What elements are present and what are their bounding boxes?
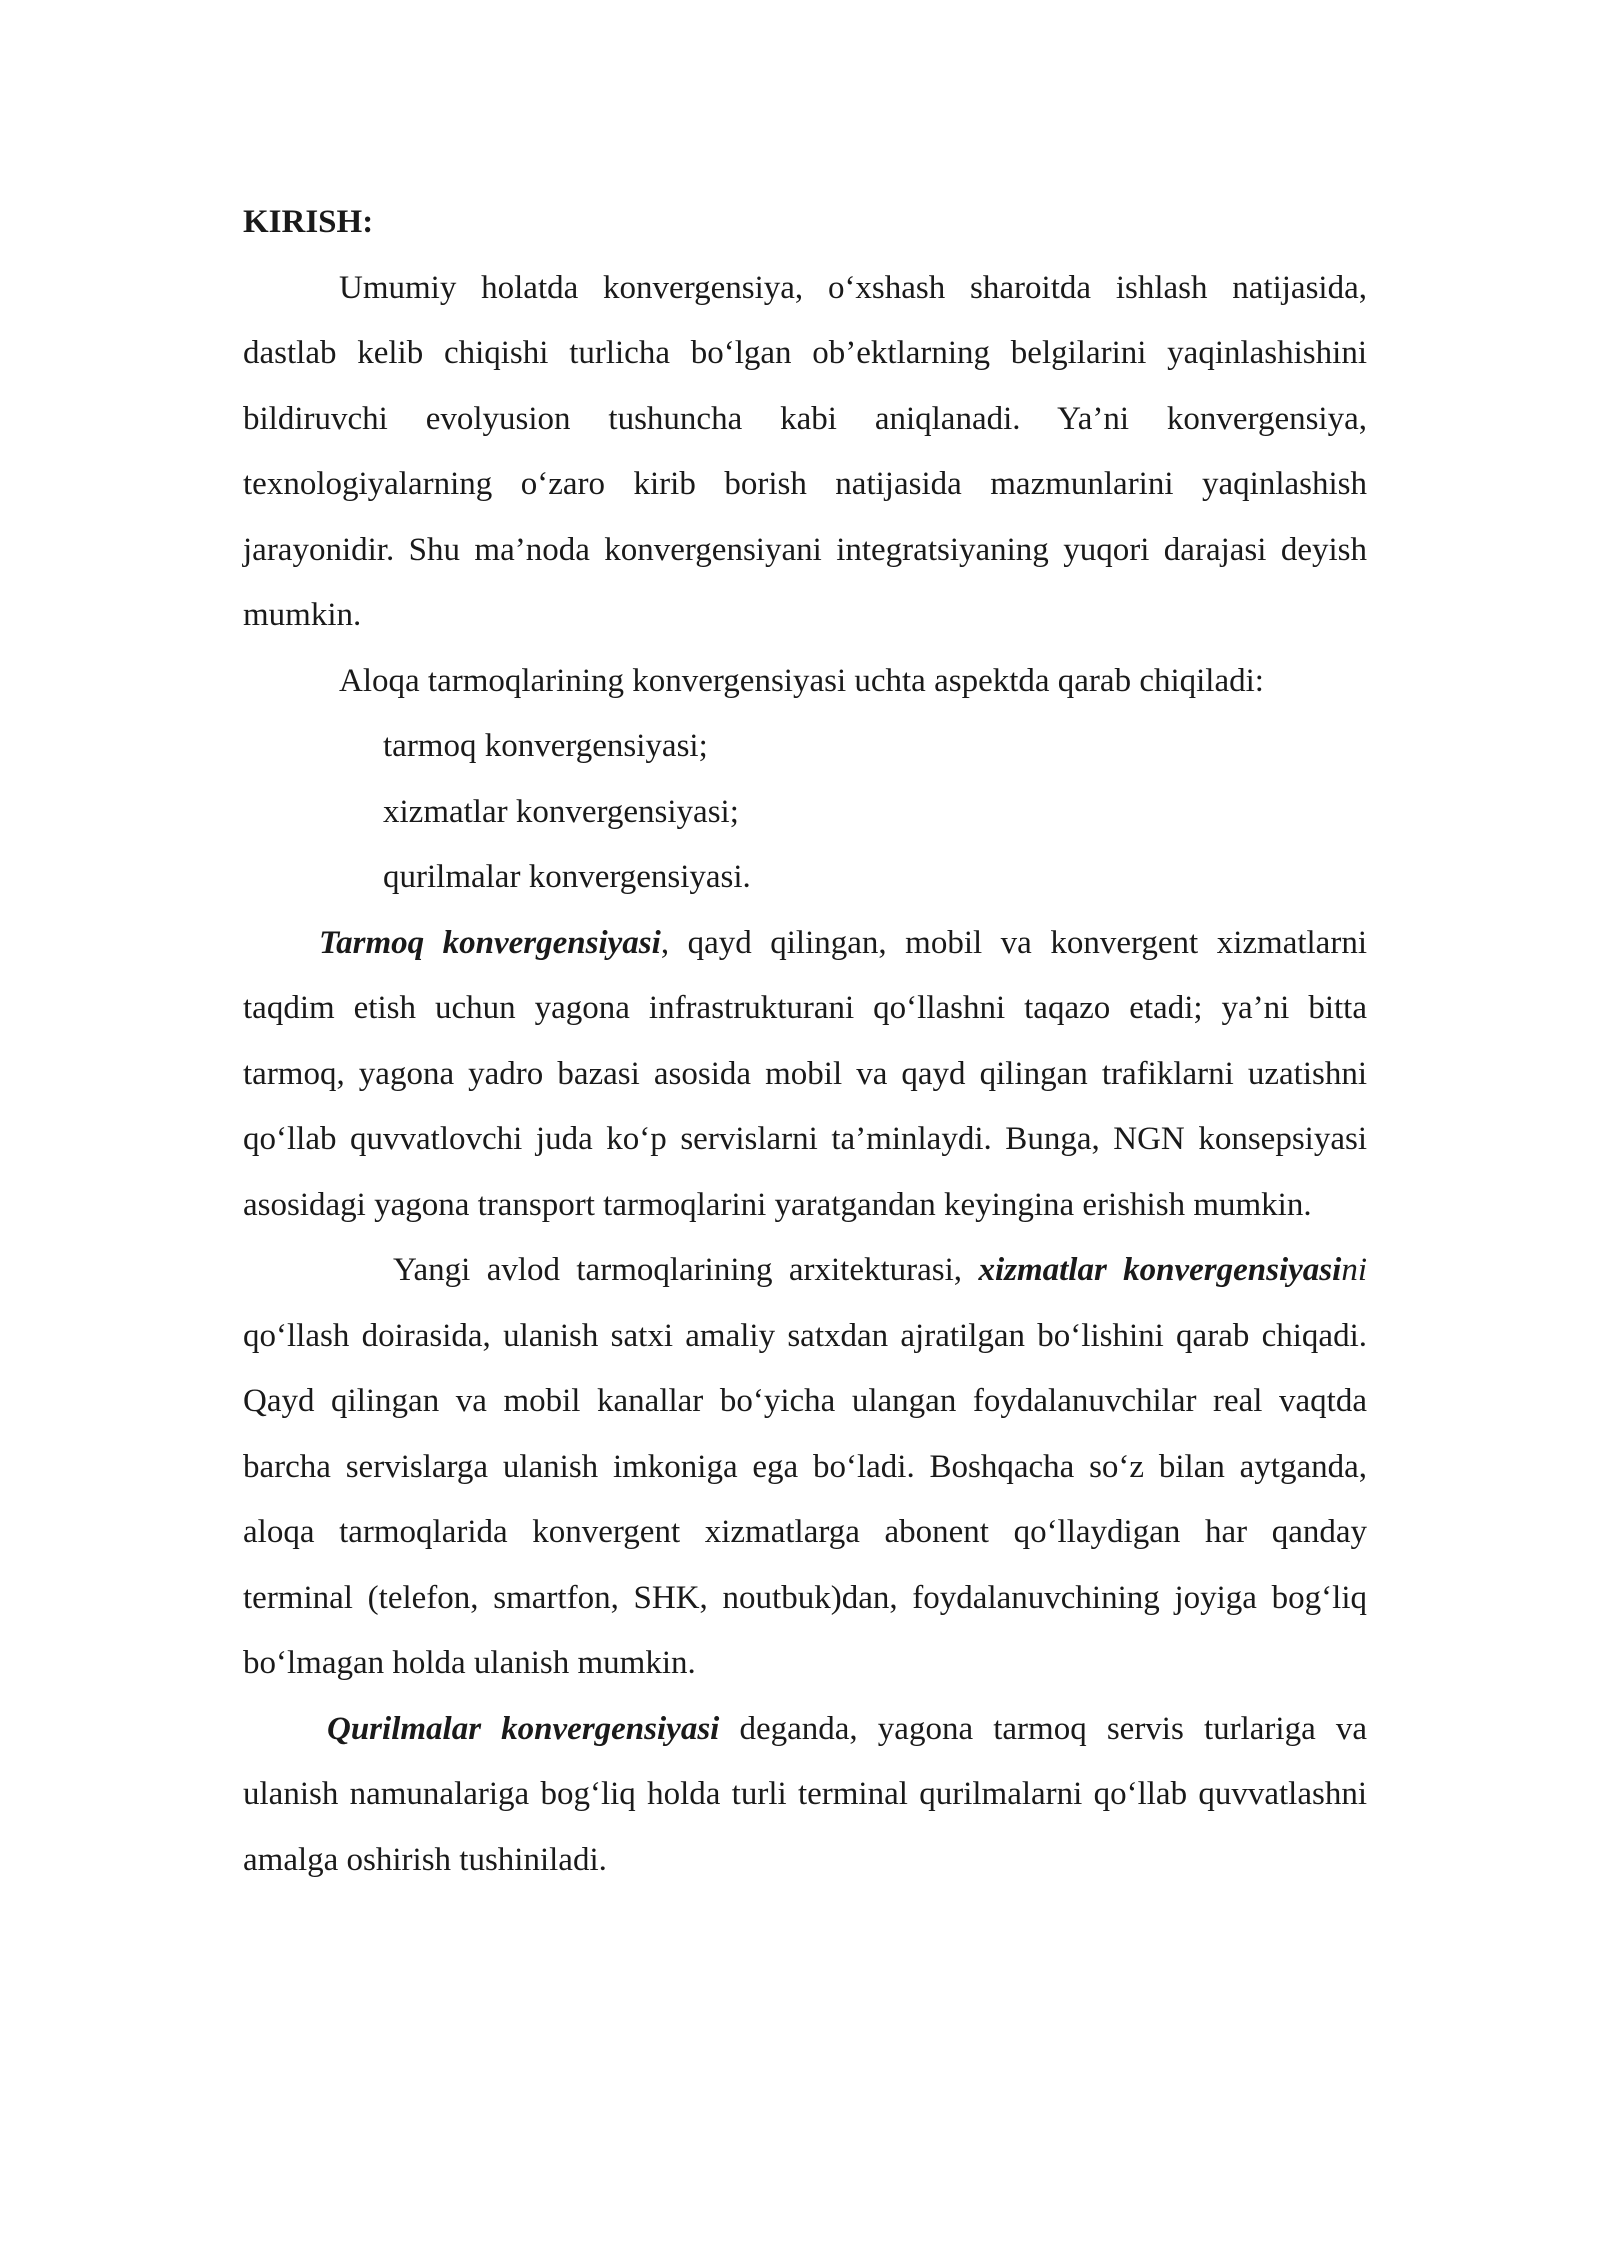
term-network-convergence: Tarmoq konvergensiyasi: [319, 924, 661, 961]
section-heading: KIRISH:: [243, 204, 374, 240]
paragraph-text: qo‘llash doirasida, ulanish satxi amaliy satxdan ajratilgan bo‘lishini qarab chiqadi. Qayd qilingan va mobil kanallar bo‘yicha ulangan foydalanuvchilar real vaqtda barcha servislarga ulanish imkoniga ega bo‘ladi. Boshqacha so‘z bilan aytganda, aloqa tarmoqlarida konvergent xizmatlarga abonent qo‘llaydigan har qanday terminal (telefon, smartfon, SHK, noutbuk)dan, foydalanuvchining joyiga bog‘liq bo‘lmagan holda ulanish mumkin.: [243, 1317, 1367, 1681]
paragraph-network-convergence: [243, 911, 1367, 1239]
paragraph-service-convergence: [243, 1238, 1367, 1697]
aspects-list: [243, 714, 1367, 911]
paragraph-device-convergence: [243, 1697, 1367, 1894]
term-suffix: ni: [1341, 1252, 1367, 1288]
list-item: qurilmalar konvergensiyasi.: [383, 859, 751, 895]
paragraph-aspects-intro: Aloqa tarmoqlarining konvergensiyasi uchta aspektda qarab chiqiladi:: [339, 662, 1264, 699]
paragraph-text: deganda, yagona tarmoq servis turlariga va ulanish namunalariga bog‘liq holda turli terminal qurilmalarni qo‘llab quvvatlashni amalga oshirish tushiniladi.: [243, 1710, 1368, 1878]
list-item: tarmoq konvergensiyasi;: [383, 728, 708, 764]
term-device-convergence: Qurilmalar konvergensiyasi: [327, 1710, 720, 1747]
paragraph-text: Yangi avlod tarmoqlarining arxitekturasi,: [393, 1252, 979, 1288]
document-page: [243, 190, 1367, 1893]
list-item: xizmatlar konvergensiyasi;: [383, 793, 739, 830]
paragraph-definition: Umumiy holatda konvergensiya, o‘xshash sharoitda ishlash natijasida, dastlab kelib chiqishi turlicha bo‘lgan ob’ektlarning belgilarini yaqinlashishini bildiruvchi evolyusion tushuncha kabi aniqlanadi. Ya’ni konvergensiya, texnologiyalarning o‘zaro kirib borish natijasida mazmunlarini yaqinlashish jarayonidir. Shu ma’noda konvergensiyani integratsiyaning yuqori darajasi deyish mumkin.: [243, 269, 1367, 633]
term-service-convergence: xizmatlar konvergensiyasi: [978, 1252, 1342, 1288]
paragraph-text: , qayd qilingan, mobil va konvergent xizmatlarni taqdim etish uchun yagona infrastrukturani qo‘llashni taqazo etadi; ya’ni bitta tarmoq, yagona yadro bazasi asosida mobil va qayd qilingan trafiklarni uzatishni qo‘llab quvvatlovchi juda ko‘p servislarni ta’minlaydi. Bunga, NGN konsepsiyasi asosidagi yagona transport tarmoqlarini yaratgandan keyingina erishish mumkin.: [243, 924, 1367, 1223]
